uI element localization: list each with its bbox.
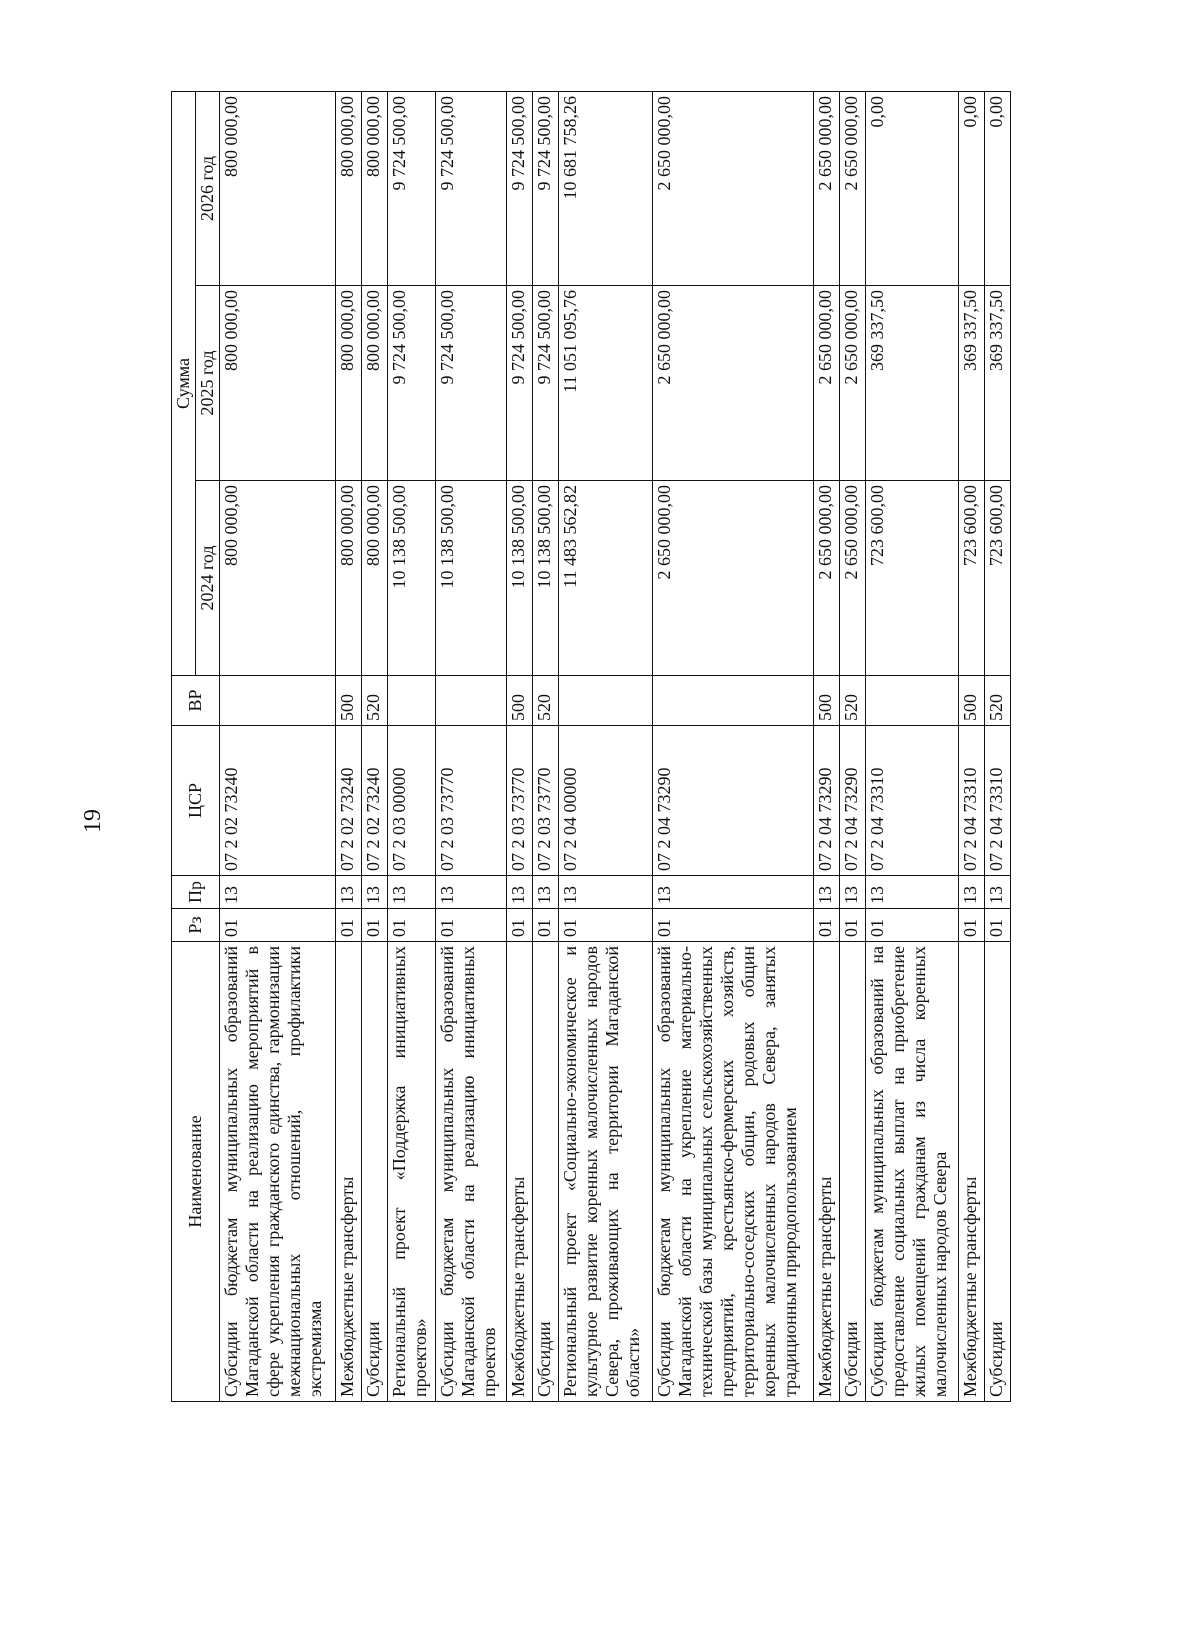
- cell-vr: 500: [814, 676, 840, 726]
- cell-y2024: 2 650 000,00: [839, 481, 865, 676]
- header-row: [172, 91, 196, 1401]
- cell-csr: 07 2 03 73770: [507, 726, 533, 876]
- cell-y2024: 723 600,00: [959, 481, 985, 676]
- cell-name: Субсидии бюджетам муниципальных образований Магаданской области на укрепление материально-технической базы муниципальных сельскохозяйственных предприятий, крестьянско-фермерских хозяйств, территориально-соседских общин, родовых общин коренных малочисленных народов Севера, занятых традиционным природопользованием: [652, 942, 813, 1402]
- cell-rz: 01: [533, 909, 559, 942]
- budget-table-wrapper: [171, 92, 1011, 1402]
- cell-vr: 500: [507, 676, 533, 726]
- cell-csr: 07 2 03 73770: [533, 726, 559, 876]
- cell-pr: 13: [985, 876, 1011, 909]
- table-row: [865, 91, 959, 1401]
- table-row: [959, 91, 985, 1401]
- table-row: [558, 91, 652, 1401]
- cell-name: Межбюджетные трансферты: [814, 942, 840, 1402]
- cell-csr: 07 2 04 73310: [959, 726, 985, 876]
- cell-y2025: 2 650 000,00: [814, 286, 840, 481]
- cell-pr: 13: [558, 876, 652, 909]
- cell-pr: 13: [436, 876, 507, 909]
- cell-name: Субсидии бюджетам муниципальных образований Магаданской области на реализацию инициативных проектов: [436, 942, 507, 1402]
- cell-rz: 01: [814, 909, 840, 942]
- cell-rz: 01: [387, 909, 435, 942]
- cell-y2024: 2 650 000,00: [814, 481, 840, 676]
- cell-pr: 13: [387, 876, 435, 909]
- cell-y2026: 800 000,00: [336, 91, 362, 285]
- header-sum: Сумма: [172, 91, 196, 675]
- cell-y2024: 800 000,00: [220, 481, 336, 676]
- header-csr: ЦСР: [172, 726, 220, 876]
- cell-y2026: 2 650 000,00: [839, 91, 865, 285]
- header-2025: 2025 год: [196, 286, 220, 481]
- header-vr: ВР: [172, 676, 220, 726]
- cell-name: Субсидии: [839, 942, 865, 1402]
- cell-y2024: 10 138 500,00: [533, 481, 559, 676]
- header-rz: Рз: [172, 909, 220, 942]
- header-pr: Пр: [172, 876, 220, 909]
- cell-pr: 13: [652, 876, 813, 909]
- cell-y2026: 9 724 500,00: [436, 91, 507, 285]
- cell-y2025: 369 337,50: [985, 286, 1011, 481]
- cell-csr: 07 2 04 73290: [839, 726, 865, 876]
- cell-name: Межбюджетные трансферты: [336, 942, 362, 1402]
- cell-vr: [387, 676, 435, 726]
- table-row: [652, 91, 813, 1401]
- cell-name: Субсидии: [985, 942, 1011, 1402]
- cell-name: Субсидии бюджетам муниципальных образований Магаданской области на реализацию мероприятий в сфере укрепления гражданского единства, гармонизации межнациональных отношений, профилактики экстремизма: [220, 942, 336, 1402]
- cell-csr: 07 2 04 73290: [814, 726, 840, 876]
- cell-vr: 520: [839, 676, 865, 726]
- cell-y2026: 0,00: [985, 91, 1011, 285]
- cell-csr: 07 2 02 73240: [220, 726, 336, 876]
- cell-csr: 07 2 04 00000: [558, 726, 652, 876]
- cell-rz: 01: [362, 909, 388, 942]
- cell-name: Региональный проект «Социально-экономическое и культурное развитие коренных малочисленных народов Севера, проживающих на территории Магаданской области»: [558, 942, 652, 1402]
- cell-name: Субсидии: [533, 942, 559, 1402]
- cell-pr: 13: [959, 876, 985, 909]
- cell-pr: 13: [814, 876, 840, 909]
- cell-y2026: 2 650 000,00: [652, 91, 813, 285]
- cell-y2025: 2 650 000,00: [839, 286, 865, 481]
- cell-csr: 07 2 04 73310: [985, 726, 1011, 876]
- cell-rz: 01: [839, 909, 865, 942]
- cell-vr: [652, 676, 813, 726]
- cell-y2026: 10 681 758,26: [558, 91, 652, 285]
- header-2024: 2024 год: [196, 481, 220, 676]
- cell-rz: 01: [865, 909, 959, 942]
- cell-vr: [436, 676, 507, 726]
- cell-rz: 01: [985, 909, 1011, 942]
- cell-rz: 01: [436, 909, 507, 942]
- cell-y2024: 10 138 500,00: [436, 481, 507, 676]
- cell-name: Региональный проект «Поддержка инициативных проектов»: [387, 942, 435, 1402]
- cell-csr: 07 2 02 73240: [336, 726, 362, 876]
- table-row: [814, 91, 840, 1401]
- table-row: [362, 91, 388, 1401]
- cell-y2025: 2 650 000,00: [652, 286, 813, 481]
- cell-vr: 520: [985, 676, 1011, 726]
- cell-pr: 13: [336, 876, 362, 909]
- table-row: [985, 91, 1011, 1401]
- header-name: Наименование: [172, 942, 220, 1402]
- cell-csr: 07 2 03 00000: [387, 726, 435, 876]
- cell-rz: 01: [652, 909, 813, 942]
- cell-csr: 07 2 03 73770: [436, 726, 507, 876]
- cell-y2025: 800 000,00: [220, 286, 336, 481]
- cell-rz: 01: [558, 909, 652, 942]
- table-row: [533, 91, 559, 1401]
- cell-vr: [220, 676, 336, 726]
- cell-y2025: 800 000,00: [362, 286, 388, 481]
- cell-pr: 13: [507, 876, 533, 909]
- cell-pr: 13: [865, 876, 959, 909]
- cell-y2024: 723 600,00: [985, 481, 1011, 676]
- cell-y2026: 800 000,00: [220, 91, 336, 285]
- table-row: [507, 91, 533, 1401]
- cell-y2026: 0,00: [865, 91, 959, 285]
- cell-y2024: 800 000,00: [362, 481, 388, 676]
- cell-vr: 500: [959, 676, 985, 726]
- cell-y2026: 9 724 500,00: [507, 91, 533, 285]
- cell-y2025: 9 724 500,00: [387, 286, 435, 481]
- cell-y2025: 369 337,50: [865, 286, 959, 481]
- cell-vr: [865, 676, 959, 726]
- cell-pr: 13: [533, 876, 559, 909]
- header-2026: 2026 год: [196, 91, 220, 285]
- cell-rz: 01: [220, 909, 336, 942]
- cell-csr: 07 2 02 73240: [362, 726, 388, 876]
- cell-pr: 13: [220, 876, 336, 909]
- cell-vr: 500: [336, 676, 362, 726]
- cell-y2025: 11 051 095,76: [558, 286, 652, 481]
- cell-y2024: 10 138 500,00: [507, 481, 533, 676]
- cell-y2024: 11 483 562,82: [558, 481, 652, 676]
- cell-pr: 13: [839, 876, 865, 909]
- cell-y2024: 723 600,00: [865, 481, 959, 676]
- table-row: [436, 91, 507, 1401]
- cell-y2025: 369 337,50: [959, 286, 985, 481]
- cell-y2025: 9 724 500,00: [533, 286, 559, 481]
- cell-rz: 01: [507, 909, 533, 942]
- cell-rz: 01: [336, 909, 362, 942]
- cell-y2024: 10 138 500,00: [387, 481, 435, 676]
- budget-table: [171, 91, 1011, 1402]
- table-row: [387, 91, 435, 1401]
- cell-pr: 13: [362, 876, 388, 909]
- cell-y2024: 800 000,00: [336, 481, 362, 676]
- cell-y2026: 800 000,00: [362, 91, 388, 285]
- cell-name: Межбюджетные трансферты: [959, 942, 985, 1402]
- page-number: 19: [80, 809, 106, 833]
- cell-name: Субсидии: [362, 942, 388, 1402]
- cell-rz: 01: [959, 909, 985, 942]
- cell-csr: 07 2 04 73290: [652, 726, 813, 876]
- cell-y2024: 2 650 000,00: [652, 481, 813, 676]
- cell-y2025: 9 724 500,00: [507, 286, 533, 481]
- table-row: [220, 91, 336, 1401]
- cell-vr: 520: [533, 676, 559, 726]
- cell-vr: [558, 676, 652, 726]
- table-body: [220, 91, 1011, 1401]
- cell-csr: 07 2 04 73310: [865, 726, 959, 876]
- cell-y2025: 9 724 500,00: [436, 286, 507, 481]
- table-row: [336, 91, 362, 1401]
- cell-y2026: 9 724 500,00: [533, 91, 559, 285]
- cell-y2026: 9 724 500,00: [387, 91, 435, 285]
- cell-y2026: 0,00: [959, 91, 985, 285]
- cell-name: Субсидии бюджетам муниципальных образований на предоставление социальных выплат на приобретение жилых помещений гражданам из числа коренных малочисленных народов Севера: [865, 942, 959, 1402]
- table-row: [839, 91, 865, 1401]
- cell-y2025: 800 000,00: [336, 286, 362, 481]
- cell-vr: 520: [362, 676, 388, 726]
- cell-y2026: 2 650 000,00: [814, 91, 840, 285]
- cell-name: Межбюджетные трансферты: [507, 942, 533, 1402]
